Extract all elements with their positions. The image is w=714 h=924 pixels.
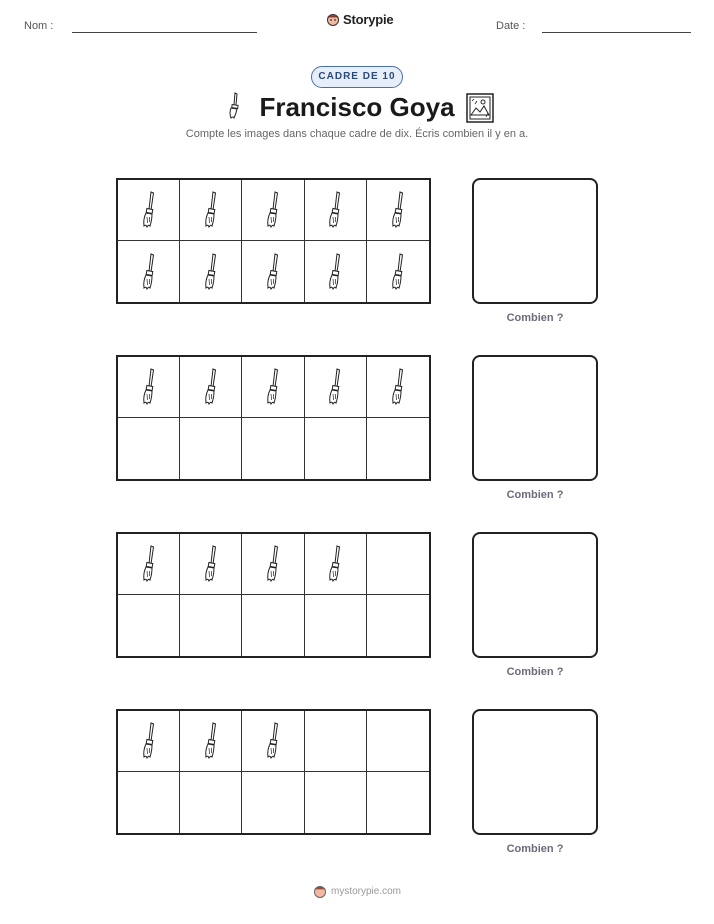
ten-frame-cell	[305, 241, 367, 302]
paintbrush-icon	[389, 253, 407, 291]
ten-frame-cell	[367, 357, 429, 418]
ten-frame-cell	[367, 595, 429, 656]
framed-painting-icon	[466, 93, 494, 123]
answer-label: Combien ?	[506, 843, 564, 855]
ten-frame-cell	[118, 357, 180, 418]
paintbrush-icon	[140, 722, 158, 760]
ten-frame-cell	[367, 241, 429, 302]
ten-frame-cell	[242, 418, 304, 479]
ten-frame-cell	[180, 772, 242, 833]
ten-frame-cell	[305, 711, 367, 772]
paintbrush-icon	[264, 368, 282, 406]
paintbrush-icon	[264, 545, 282, 583]
ten-frame-cell	[118, 180, 180, 241]
ten-frame-cell	[242, 180, 304, 241]
ten-frame-cell	[242, 241, 304, 302]
ten-frame-cell	[242, 711, 304, 772]
answer-label: Combien ?	[506, 489, 564, 501]
paintbrush-icon	[264, 722, 282, 760]
paintbrush-icon	[202, 191, 220, 229]
paintbrush-icon	[202, 545, 220, 583]
answer-label: Combien ?	[506, 312, 564, 324]
paintbrush-icon	[202, 368, 220, 406]
ten-frame-cell	[118, 418, 180, 479]
ten-frame-cell	[367, 534, 429, 595]
ten-frame-cell	[180, 534, 242, 595]
ten-frame	[116, 355, 431, 481]
ten-frame-cell	[180, 711, 242, 772]
paintbrush-icon	[140, 191, 158, 229]
paintbrush-icon	[202, 253, 220, 291]
ten-frame-cell	[367, 772, 429, 833]
ten-frame-cell	[180, 180, 242, 241]
ten-frame-cell	[118, 772, 180, 833]
ten-frame	[116, 178, 431, 304]
paintbrush-icon	[264, 253, 282, 291]
instructions: Compte les images dans chaque cadre de dix. Écris combien il y en a.	[185, 128, 529, 140]
storypie-logo	[313, 884, 327, 899]
footer-site: mystorypie.com	[330, 886, 401, 897]
ten-frame-cell	[242, 534, 304, 595]
ten-frame-cell	[305, 418, 367, 479]
answer-box[interactable]	[472, 532, 598, 658]
ten-frame-cell	[180, 418, 242, 479]
paintbrush-icon	[389, 191, 407, 229]
ten-frame	[116, 532, 431, 658]
answer-label: Combien ?	[506, 666, 564, 678]
ten-frame-cell	[118, 241, 180, 302]
paintbrush-icon	[389, 368, 407, 406]
brand	[326, 12, 393, 27]
ten-frame-cell	[118, 595, 180, 656]
ten-frame-cell	[367, 180, 429, 241]
date-label: Date :	[496, 20, 526, 32]
ten-frame-cell	[180, 241, 242, 302]
paintbrush-icon	[140, 545, 158, 583]
ten-frame-cell	[305, 357, 367, 418]
ten-frame-cell	[305, 595, 367, 656]
footer	[0, 884, 714, 899]
ten-frame-cell	[180, 357, 242, 418]
ten-frame-cell	[242, 357, 304, 418]
ten-frame-cell	[242, 595, 304, 656]
ten-frame-cell	[305, 772, 367, 833]
name-label: Nom :	[24, 20, 54, 32]
name-line[interactable]	[72, 32, 257, 33]
ten-frame-cell	[367, 711, 429, 772]
ten-frame-cell	[305, 180, 367, 241]
paintbrush-icon	[140, 253, 158, 291]
ten-frame-cell	[305, 534, 367, 595]
paintbrush-icon	[326, 191, 344, 229]
brand-name: Storypie	[343, 12, 394, 27]
paintbrush-icon	[326, 368, 344, 406]
date-line[interactable]	[542, 32, 691, 33]
ten-frame-cell	[367, 418, 429, 479]
paintbrush-icon	[264, 191, 282, 229]
answer-box[interactable]	[472, 709, 598, 835]
paintbrush-icon	[326, 545, 344, 583]
storypie-logo	[326, 12, 340, 27]
ten-frame-cell	[118, 534, 180, 595]
answer-box[interactable]	[472, 355, 598, 481]
paintbrush-icon	[140, 368, 158, 406]
ten-frame-cell	[118, 711, 180, 772]
ten-frame	[116, 709, 431, 835]
worksheet-badge: CADRE DE 10	[311, 66, 403, 88]
page-title: Francisco Goya	[259, 92, 455, 122]
ten-frame-cell	[242, 772, 304, 833]
ten-frame-cell	[180, 595, 242, 656]
paintbrush-icon	[326, 253, 344, 291]
answer-box[interactable]	[472, 178, 598, 304]
paintbrush-icon	[202, 722, 220, 760]
